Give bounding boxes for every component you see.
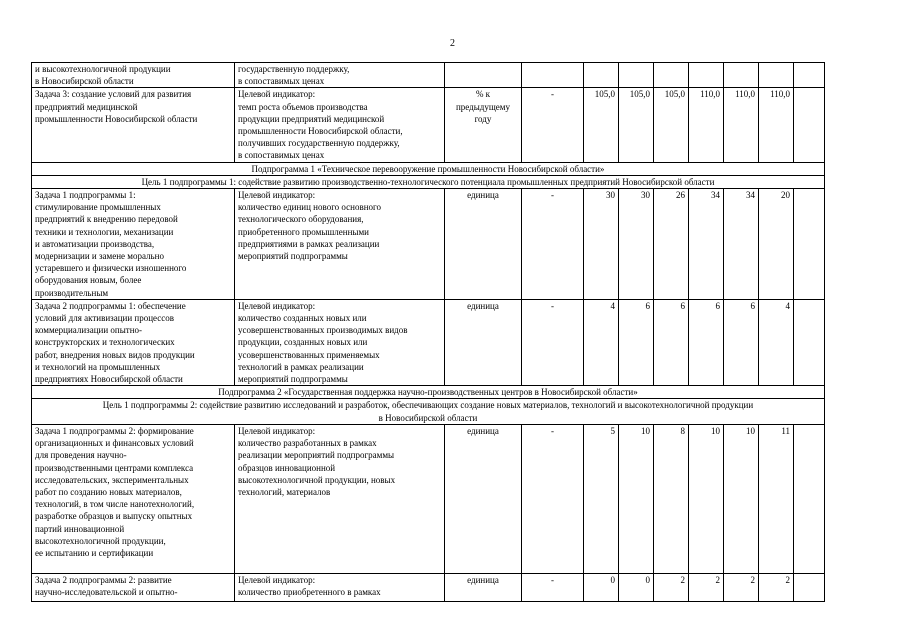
task-cell-line: разработке образцов и выпуску опытных <box>35 511 193 522</box>
indicator-cell-line: Целевой индикатор: <box>238 425 316 436</box>
task-cell <box>32 299 235 385</box>
indicator-cell <box>235 424 445 573</box>
year-value-cell: 30 <box>619 189 654 300</box>
unit-cell <box>445 189 522 300</box>
indicator-cell-line: предприятиями в рамках реализации <box>238 238 380 249</box>
base-value-cell: - <box>522 573 584 601</box>
unit-cell-line: единица <box>467 574 499 585</box>
year-value-cell: 105,0 <box>584 88 619 162</box>
indicator-cell <box>235 88 445 162</box>
unit-cell-line: единица <box>467 300 499 311</box>
task-cell-line: стимулирование промышленных <box>35 202 161 213</box>
year-value-cell <box>584 63 619 88</box>
task-cell-line: производительным <box>35 287 109 298</box>
year-value-cell <box>724 63 759 88</box>
task-cell-line: и автоматизации производства, <box>35 238 155 249</box>
unit-cell-line: единица <box>467 190 499 201</box>
task-cell-line: техники и технологии, механизации <box>35 226 174 237</box>
section-header-line: Подпрограмма 1 «Техническое перевооружение промышленности Новосибирской области» <box>251 163 605 174</box>
task-cell-line: Задача 3: создание условий для развития <box>35 89 192 100</box>
unit-cell-line: году <box>474 113 492 124</box>
indicator-cell-line: государственную поддержку, <box>238 64 350 74</box>
empty-cell <box>794 63 825 88</box>
year-value-cell: 0 <box>619 573 654 601</box>
page-number: 2 <box>450 38 455 49</box>
task-cell <box>32 63 235 88</box>
table-row <box>32 63 825 88</box>
task-cell-line: производственными центрами комплекса <box>35 462 194 473</box>
indicator-cell <box>235 189 445 300</box>
indicator-cell <box>235 299 445 385</box>
year-value-cell: 6 <box>724 299 759 385</box>
section-header <box>32 399 825 424</box>
indicator-cell-line: усовершенствованных применяемых <box>238 349 380 360</box>
year-value-cell: 2 <box>724 573 759 601</box>
task-cell <box>32 424 235 573</box>
indicator-cell-line: реализации мероприятий подпрограммы <box>238 450 395 461</box>
base-value-cell: - <box>522 189 584 300</box>
indicator-cell-line: количество созданных новых или <box>238 313 367 324</box>
task-cell-line: и технологий на промышленных <box>35 361 161 372</box>
year-value-cell: 26 <box>654 189 689 300</box>
unit-cell-line: предыдущему <box>455 101 511 112</box>
unit-cell <box>445 299 522 385</box>
task-cell-line: оборудования новым, более <box>35 275 142 286</box>
task-cell-line: для проведения научно- <box>35 450 127 461</box>
year-value-cell: 0 <box>584 573 619 601</box>
year-value-cell: 10 <box>689 424 724 573</box>
indicator-cell-line: в сопоставимых ценах <box>238 150 325 161</box>
indicator-cell-line: мероприятий подпрограммы <box>238 251 348 262</box>
year-value-cell: 5 <box>584 424 619 573</box>
section-header-row <box>32 162 825 175</box>
indicator-cell-line: продукции предприятий медицинской <box>238 113 385 124</box>
task-cell-line: Задача 1 подпрограммы 1: <box>35 190 136 201</box>
indicator-cell-line: Целевой индикатор: <box>238 190 316 201</box>
year-value-cell: 6 <box>689 299 724 385</box>
year-value-cell: 2 <box>654 573 689 601</box>
indicators-table <box>31 62 825 602</box>
year-value-cell: 4 <box>584 299 619 385</box>
indicator-cell-line: образцов инновационной <box>238 462 336 473</box>
task-cell-line: условий для активизации процессов <box>35 313 174 324</box>
base-value-cell: - <box>522 299 584 385</box>
year-value-cell: 8 <box>654 424 689 573</box>
unit-cell <box>445 88 522 162</box>
year-value-cell: 30 <box>584 189 619 300</box>
task-cell-line: исследовательских, экспериментальных <box>35 474 189 485</box>
task-cell-line: технологий, в том числе нанотехнологий, <box>35 499 195 510</box>
indicator-cell-line: количество разработанных в рамках <box>238 438 377 449</box>
task-cell-line: и высокотехнологичной продукции <box>35 64 171 74</box>
year-value-cell: 11 <box>759 424 794 573</box>
indicator-cell-line: мероприятий подпрограммы <box>238 374 348 385</box>
section-header-line: в Новосибирской области <box>378 412 478 423</box>
year-value-cell: 4 <box>759 299 794 385</box>
empty-cell <box>794 424 825 573</box>
year-value-cell: 110,0 <box>724 88 759 162</box>
empty-cell <box>794 573 825 601</box>
year-value-cell: 105,0 <box>619 88 654 162</box>
task-cell-line: научно-исследовательской и опытно- <box>35 587 178 598</box>
indicator-cell-line: усовершенствованных производимых видов <box>238 325 408 336</box>
section-header-row <box>32 175 825 188</box>
year-value-cell: 110,0 <box>759 88 794 162</box>
section-header-line: Подпрограмма 2 «Государственная поддержка научно-производственных центров в Новосибирской области» <box>218 387 638 398</box>
task-cell-line: модернизации и замене морально <box>35 251 164 262</box>
indicator-cell-line: технологического оборудования, <box>238 214 364 225</box>
table-row <box>32 573 825 601</box>
task-cell-line: предприятий к внедрению передовой <box>35 214 178 225</box>
indicator-cell-line: Целевой индикатор: <box>238 89 316 100</box>
year-value-cell: 2 <box>689 573 724 601</box>
section-header <box>32 175 825 188</box>
task-cell-line: работ по созданию новых материалов, <box>35 486 182 497</box>
year-value-cell: 20 <box>759 189 794 300</box>
indicator-cell-line: продукции, созданных новых или <box>238 337 368 348</box>
task-cell <box>32 189 235 300</box>
year-value-cell <box>689 63 724 88</box>
unit-cell-line: единица <box>467 425 499 436</box>
unit-cell <box>445 573 522 601</box>
table-row <box>32 88 825 162</box>
indicator-cell-line: технологий в рамках реализации <box>238 361 364 372</box>
task-cell-line: конструкторских и технологических <box>35 337 175 348</box>
task-cell <box>32 573 235 601</box>
base-value-cell: - <box>522 88 584 162</box>
unit-cell <box>445 424 522 573</box>
task-cell-line: ее испытанию и сертификации <box>35 547 154 558</box>
task-cell-line: работ, внедрения новых видов продукции <box>35 349 195 360</box>
table-row <box>32 424 825 573</box>
table-row <box>32 189 825 300</box>
year-value-cell <box>654 63 689 88</box>
unit-cell-line: % к <box>475 89 491 100</box>
task-cell-line: партий инновационной <box>35 523 125 534</box>
task-cell-line: Задача 1 подпрограммы 2: формирование <box>35 425 194 436</box>
indicator-cell-line: Целевой индикатор: <box>238 574 316 585</box>
empty-cell <box>794 299 825 385</box>
year-value-cell: 2 <box>759 573 794 601</box>
task-cell-line: устаревшего и физически изношенного <box>35 263 187 274</box>
task-cell-line: высокотехнологичной продукции, <box>35 535 166 546</box>
base-value-cell: - <box>522 424 584 573</box>
section-header-row <box>32 399 825 424</box>
indicator-cell-line: промышленности Новосибирской области, <box>238 126 403 137</box>
table-row <box>32 299 825 385</box>
indicator-cell-line: приобретенного промышленными <box>238 226 369 237</box>
indicator-cell <box>235 573 445 601</box>
year-value-cell: 34 <box>689 189 724 300</box>
indicator-cell-line: технологий, материалов <box>238 486 331 497</box>
task-cell-line: организационных и финансовых условий <box>35 438 194 449</box>
empty-cell <box>794 88 825 162</box>
indicator-cell <box>235 63 445 88</box>
section-header-line: Цель 1 подпрограммы 1: содействие развитию производственно-технологического потенциала промышленных предприятий Новосибирской области <box>141 176 715 187</box>
year-value-cell: 34 <box>724 189 759 300</box>
indicator-cell-line: количество приобретенного в рамках <box>238 587 381 598</box>
year-value-cell: 10 <box>619 424 654 573</box>
year-value-cell: 110,0 <box>689 88 724 162</box>
task-cell-line: Задача 2 подпрограммы 1: обеспечение <box>35 300 186 311</box>
section-header <box>32 386 825 399</box>
task-cell-line: Задача 2 подпрограммы 2: развитие <box>35 574 172 585</box>
task-cell-line: в Новосибирской области <box>35 76 134 87</box>
year-value-cell: 10 <box>724 424 759 573</box>
indicator-cell-line: высокотехнологичной продукции, новых <box>238 474 396 485</box>
unit-cell <box>445 63 522 88</box>
task-cell-line: коммерциализации опытно- <box>35 325 143 336</box>
section-header <box>32 162 825 175</box>
indicator-cell-line: количество единиц нового основного <box>238 202 381 213</box>
year-value-cell: 6 <box>654 299 689 385</box>
task-cell-line: промышленности Новосибирской области <box>35 113 198 124</box>
task-cell-line: предприятиях Новосибирской области <box>35 374 183 385</box>
year-value-cell <box>759 63 794 88</box>
task-cell <box>32 88 235 162</box>
indicator-cell-line: Целевой индикатор: <box>238 300 316 311</box>
section-header-row <box>32 386 825 399</box>
empty-cell <box>794 189 825 300</box>
task-cell-line: предприятий медицинской <box>35 101 138 112</box>
year-value-cell: 6 <box>619 299 654 385</box>
year-value-cell: 105,0 <box>654 88 689 162</box>
indicator-cell-line: получивших государственную поддержку, <box>238 138 400 149</box>
section-header-line: Цель 1 подпрограммы 2: содействие развитию исследований и разработок, обеспечивающих создание новых материалов, технологий и высокотехнологичной продукции <box>102 400 754 411</box>
indicator-cell-line: темп роста объемов производства <box>238 101 368 112</box>
base-value-cell <box>522 63 584 88</box>
year-value-cell <box>619 63 654 88</box>
indicator-cell-line: в сопоставимых ценах <box>238 76 325 87</box>
